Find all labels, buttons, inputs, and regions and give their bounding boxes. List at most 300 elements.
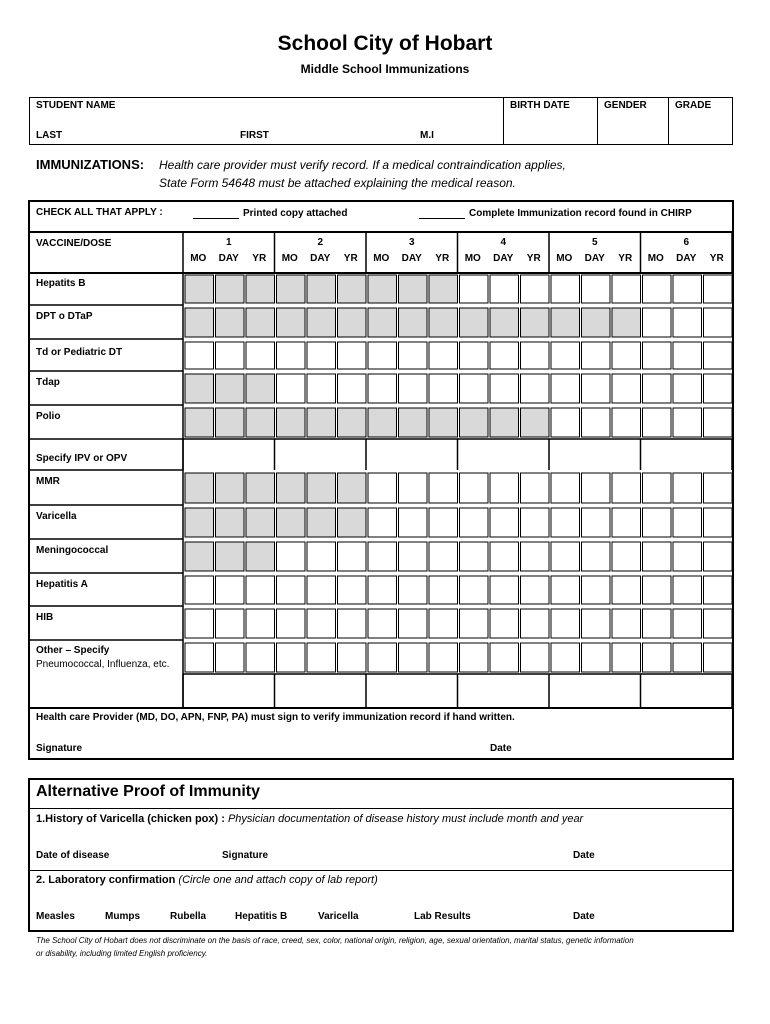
dose-cell[interactable] (277, 342, 306, 369)
dose-cell[interactable] (612, 677, 641, 705)
dose-cell[interactable] (307, 408, 336, 437)
dose-cell[interactable] (185, 442, 214, 468)
dose-cell[interactable] (643, 374, 672, 403)
dose-cell[interactable] (429, 609, 458, 638)
dose-cell[interactable] (399, 308, 428, 337)
dose-cell[interactable] (307, 609, 336, 638)
dose-cell[interactable] (338, 342, 367, 369)
dose-subheader-mo: MO (190, 253, 207, 264)
birth-date-field[interactable]: BIRTH DATE (510, 100, 570, 111)
dose-cell[interactable] (216, 677, 245, 705)
dose-cell[interactable] (643, 677, 672, 705)
dose-header-2: 2 (317, 237, 324, 248)
dose-subheader-yr: YR (709, 253, 724, 264)
dose-cell[interactable] (643, 308, 672, 337)
dose-cell[interactable] (673, 408, 702, 437)
dose-cell[interactable] (582, 542, 611, 571)
dose-subheader-mo: MO (281, 253, 298, 264)
vaccine-dose-header: VACCINE/DOSE (36, 238, 112, 249)
dose-cell[interactable] (582, 442, 611, 468)
dose-cell[interactable] (582, 275, 611, 303)
dose-cell[interactable] (277, 576, 306, 604)
dose-cell[interactable] (490, 308, 519, 337)
lab-option-varicella[interactable]: Varicella (318, 911, 359, 922)
dose-cell[interactable] (521, 609, 550, 638)
dose-cell[interactable] (551, 308, 580, 337)
dose-cell[interactable] (521, 542, 550, 571)
dose-cell[interactable] (490, 473, 519, 503)
dose-cell[interactable] (368, 374, 397, 403)
dose-cell[interactable] (368, 342, 397, 369)
dose-cell[interactable] (490, 643, 519, 672)
dose-cell[interactable] (185, 374, 214, 403)
dose-cell[interactable] (307, 473, 336, 503)
dose-cell[interactable] (185, 508, 214, 537)
dose-cell[interactable] (490, 275, 519, 303)
dose-cell[interactable] (429, 308, 458, 337)
dose-cell[interactable] (460, 408, 489, 437)
dose-cell[interactable] (704, 408, 733, 437)
dose-cell[interactable] (643, 408, 672, 437)
dose-cell[interactable] (704, 342, 733, 369)
dose-cell[interactable] (246, 308, 275, 337)
dose-cell[interactable] (246, 508, 275, 537)
dose-subheader-yr: YR (343, 253, 358, 264)
dose-cell[interactable] (216, 275, 245, 303)
dose-cell[interactable] (307, 374, 336, 403)
dose-cell[interactable] (612, 542, 641, 571)
dose-cell[interactable] (277, 542, 306, 571)
dose-cell[interactable] (460, 374, 489, 403)
dose-cell[interactable] (338, 473, 367, 503)
dose-cell[interactable] (307, 677, 336, 705)
dose-cell[interactable] (216, 308, 245, 337)
dose-cell[interactable] (490, 677, 519, 705)
dose-cell[interactable] (246, 342, 275, 369)
dose-cell[interactable] (673, 275, 702, 303)
dose-cell[interactable] (216, 342, 245, 369)
dose-header-4: 4 (500, 237, 507, 248)
lab-option-measles[interactable]: Measles (36, 911, 75, 922)
dose-cell[interactable] (307, 508, 336, 537)
dose-cell[interactable] (277, 442, 306, 468)
dose-cell[interactable] (490, 408, 519, 437)
dose-cell[interactable] (277, 473, 306, 503)
dose-cell[interactable] (460, 508, 489, 537)
dose-cell[interactable] (307, 308, 336, 337)
dose-cell[interactable] (704, 275, 733, 303)
dose-cell[interactable] (246, 275, 275, 303)
dose-cell[interactable] (551, 408, 580, 437)
dose-cell[interactable] (673, 308, 702, 337)
dose-cell[interactable] (490, 576, 519, 604)
dose-cell[interactable] (582, 677, 611, 705)
dose-cell[interactable] (704, 677, 733, 705)
vaccine-label-hepatitis-a: Hepatitis A (36, 579, 88, 590)
dose-cell[interactable] (307, 576, 336, 604)
dose-cell[interactable] (521, 408, 550, 437)
dose-cell[interactable] (490, 342, 519, 369)
dose-cell[interactable] (490, 374, 519, 403)
dose-cell[interactable] (338, 643, 367, 672)
dose-cell[interactable] (460, 342, 489, 369)
dose-cell[interactable] (429, 473, 458, 503)
dose-cell[interactable] (185, 609, 214, 638)
dose-cell[interactable] (643, 342, 672, 369)
dose-cell[interactable] (673, 542, 702, 571)
dose-cell[interactable] (673, 576, 702, 604)
dose-cell[interactable] (704, 374, 733, 403)
dose-cell[interactable] (673, 508, 702, 537)
vaccine-label-polio: Polio (36, 411, 61, 422)
dose-cell[interactable] (307, 342, 336, 369)
check-all-label: CHECK ALL THAT APPLY : (36, 207, 163, 218)
dose-cell[interactable] (612, 508, 641, 537)
dose-cell[interactable] (429, 275, 458, 303)
dose-cell[interactable] (307, 643, 336, 672)
dose-cell[interactable] (185, 643, 214, 672)
dose-cell[interactable] (277, 508, 306, 537)
dose-cell[interactable] (277, 643, 306, 672)
page-title: School City of Hobart (277, 32, 493, 55)
first-name-field[interactable]: FIRST (240, 130, 269, 141)
gender-field[interactable]: GENDER (604, 100, 647, 111)
dose-cell[interactable] (673, 442, 702, 468)
last-name-field[interactable]: LAST (36, 130, 63, 141)
dose-subheader-yr: YR (618, 253, 633, 264)
lab-confirmation-label: 2. Laboratory confirmation (Circle one and attach copy of lab report) (36, 874, 378, 886)
dose-cell[interactable] (399, 275, 428, 303)
dose-subheader-day: DAY (493, 253, 514, 264)
dose-cell[interactable] (429, 643, 458, 672)
dose-cell[interactable] (460, 542, 489, 571)
dose-cell[interactable] (338, 275, 367, 303)
dose-cell[interactable] (490, 609, 519, 638)
dose-cell[interactable] (643, 609, 672, 638)
dose-cell[interactable] (521, 643, 550, 672)
dose-cell[interactable] (582, 308, 611, 337)
vaccine-label-mmr: MMR (36, 476, 60, 487)
dose-cell[interactable] (185, 576, 214, 604)
dose-cell[interactable] (277, 677, 306, 705)
vaccine-label-meningococcal: Meningococcal (36, 545, 109, 556)
dose-cell[interactable] (582, 508, 611, 537)
dose-cell[interactable] (429, 576, 458, 604)
dose-cell[interactable] (704, 473, 733, 503)
dose-cell[interactable] (460, 576, 489, 604)
dose-subheader-day: DAY (218, 253, 239, 264)
dose-cell[interactable] (185, 275, 214, 303)
dose-cell[interactable] (307, 542, 336, 571)
dose-cell[interactable] (307, 275, 336, 303)
lab-option-lab-results[interactable]: Lab Results (414, 911, 471, 922)
dose-cell[interactable] (704, 609, 733, 638)
dose-cell[interactable] (399, 473, 428, 503)
dose-cell[interactable] (368, 442, 397, 468)
vaccine-label-td-or-pediatric-dt: Td or Pediatric DT (36, 347, 123, 358)
dose-cell[interactable] (673, 342, 702, 369)
dose-cell[interactable] (216, 609, 245, 638)
dose-cell[interactable] (704, 542, 733, 571)
dose-cell[interactable] (216, 408, 245, 437)
student-name-label: STUDENT NAME (36, 100, 116, 111)
middle-initial-field[interactable]: M.I (420, 130, 434, 141)
dose-cell[interactable] (460, 473, 489, 503)
lab-option-mumps[interactable]: Mumps (105, 911, 140, 922)
dose-cell[interactable] (582, 374, 611, 403)
dose-cell[interactable] (246, 374, 275, 403)
dose-cell[interactable] (185, 473, 214, 503)
other-vaccine-examples: Pneumococcal, Influenza, etc. (36, 659, 170, 670)
lab-option-hepatitis-b[interactable]: Hepatitis B (235, 911, 288, 922)
dose-cell[interactable] (612, 609, 641, 638)
dose-cell[interactable] (521, 308, 550, 337)
immunizations-heading: IMMUNIZATIONS: (36, 157, 145, 172)
dose-cell[interactable] (673, 643, 702, 672)
dose-cell[interactable] (460, 643, 489, 672)
vaccine-label-hib: HIB (36, 612, 54, 623)
page-subtitle: Middle School Immunizations (300, 62, 470, 76)
dose-cell[interactable] (399, 576, 428, 604)
dose-cell[interactable] (399, 508, 428, 537)
dose-cell[interactable] (551, 342, 580, 369)
dose-subheader-mo: MO (373, 253, 390, 264)
dose-cell[interactable] (399, 542, 428, 571)
dose-cell[interactable] (399, 442, 428, 468)
dose-subheader-yr: YR (526, 253, 541, 264)
dose-cell[interactable] (643, 473, 672, 503)
dose-cell[interactable] (551, 442, 580, 468)
varicella-date-field[interactable]: Date (573, 850, 595, 861)
vaccine-label-specify-ipv-or-opv: Specify IPV or OPV (36, 453, 128, 464)
dose-subheader-day: DAY (584, 253, 605, 264)
dose-cell[interactable] (216, 473, 245, 503)
dose-cell[interactable] (216, 576, 245, 604)
dose-cell[interactable] (521, 275, 550, 303)
dose-cell[interactable] (246, 473, 275, 503)
dose-cell[interactable] (429, 508, 458, 537)
dose-subheader-day: DAY (676, 253, 697, 264)
dose-cell[interactable] (338, 508, 367, 537)
dose-cell[interactable] (429, 342, 458, 369)
immunizations-note-line2: State Form 54648 must be attached explaining the medical reason. (159, 176, 516, 190)
dose-cell[interactable] (643, 275, 672, 303)
dose-cell[interactable] (368, 542, 397, 571)
grade-field[interactable]: GRADE (675, 100, 712, 111)
dose-cell[interactable] (490, 442, 519, 468)
dose-cell[interactable] (704, 643, 733, 672)
dose-cell[interactable] (368, 677, 397, 705)
dose-cell[interactable] (582, 643, 611, 672)
dose-cell[interactable] (460, 308, 489, 337)
dose-cell[interactable] (399, 374, 428, 403)
dose-cell[interactable] (521, 374, 550, 403)
dose-subheader-day: DAY (401, 253, 422, 264)
dose-cell[interactable] (338, 542, 367, 571)
dose-cell[interactable] (673, 374, 702, 403)
dose-cell[interactable] (521, 342, 550, 369)
vaccine-label-varicella: Varicella (36, 511, 77, 522)
immunizations-note-line1: Health care provider must verify record. If a medical contraindication applies, (159, 158, 566, 172)
dose-header-6: 6 (683, 237, 690, 248)
dose-cell[interactable] (551, 643, 580, 672)
dose-cell[interactable] (338, 609, 367, 638)
dose-cell[interactable] (612, 342, 641, 369)
dose-cell[interactable] (185, 408, 214, 437)
dose-cell[interactable] (185, 342, 214, 369)
nondiscrimination-line2: or disability, including limited English proficiency. (36, 949, 208, 958)
provider-signature-field[interactable]: Signature (36, 743, 83, 754)
dose-cell[interactable] (582, 473, 611, 503)
dose-cell[interactable] (277, 308, 306, 337)
dose-cell[interactable] (704, 442, 733, 468)
dose-cell[interactable] (368, 275, 397, 303)
dose-cell[interactable] (368, 643, 397, 672)
dose-cell[interactable] (216, 542, 245, 571)
dose-cell[interactable] (521, 677, 550, 705)
dose-cell[interactable] (551, 473, 580, 503)
dose-cell[interactable] (429, 408, 458, 437)
dose-cell[interactable] (612, 275, 641, 303)
dose-cell[interactable] (460, 677, 489, 705)
dose-cell[interactable] (399, 643, 428, 672)
dose-cell[interactable] (612, 308, 641, 337)
dose-cell[interactable] (582, 342, 611, 369)
dose-cell[interactable] (643, 542, 672, 571)
dose-cell[interactable] (277, 408, 306, 437)
dose-cell[interactable] (612, 374, 641, 403)
dose-cell[interactable] (399, 677, 428, 705)
dose-cell[interactable] (460, 442, 489, 468)
dose-cell[interactable] (551, 275, 580, 303)
dose-cell[interactable] (246, 542, 275, 571)
dose-cell[interactable] (582, 408, 611, 437)
vaccine-label-tdap: Tdap (36, 377, 60, 388)
dose-cell[interactable] (338, 408, 367, 437)
dose-cell[interactable] (277, 374, 306, 403)
dose-cell[interactable] (673, 609, 702, 638)
dose-cell[interactable] (246, 677, 275, 705)
dose-cell[interactable] (216, 374, 245, 403)
dose-cell[interactable] (490, 508, 519, 537)
dose-header-3: 3 (408, 237, 415, 248)
printed-copy-option[interactable]: Printed copy attached (193, 207, 347, 219)
lab-option-rubella[interactable]: Rubella (170, 911, 207, 922)
dose-cell[interactable] (521, 576, 550, 604)
dose-cell[interactable] (277, 609, 306, 638)
dose-cell[interactable] (399, 609, 428, 638)
chirp-record-option[interactable]: Complete Immunization record found in CHIRP (419, 207, 692, 219)
dose-cell[interactable] (704, 508, 733, 537)
dose-cell[interactable] (551, 542, 580, 571)
dose-cell[interactable] (643, 442, 672, 468)
dose-cell[interactable] (338, 677, 367, 705)
dose-cell[interactable] (338, 374, 367, 403)
dose-cell[interactable] (643, 508, 672, 537)
dose-cell[interactable] (521, 508, 550, 537)
dose-cell[interactable] (612, 643, 641, 672)
dose-cell[interactable] (582, 609, 611, 638)
dose-cell[interactable] (399, 342, 428, 369)
dose-subheader-yr: YR (435, 253, 450, 264)
dose-cell[interactable] (673, 677, 702, 705)
dose-subheader-mo: MO (556, 253, 573, 264)
nondiscrimination-line1: The School City of Hobart does not discriminate on the basis of race, creed, sex, color, national origin, religion, age, sexual orientation, marital status, genetic information (36, 936, 634, 945)
dose-cell[interactable] (551, 508, 580, 537)
dose-cell[interactable] (368, 408, 397, 437)
dose-cell[interactable] (521, 473, 550, 503)
dose-cell[interactable] (216, 508, 245, 537)
dose-cell[interactable] (429, 374, 458, 403)
dose-cell[interactable] (643, 576, 672, 604)
dose-cell[interactable] (521, 442, 550, 468)
dose-cell[interactable] (216, 643, 245, 672)
dose-cell[interactable] (368, 308, 397, 337)
dose-cell[interactable] (185, 308, 214, 337)
dose-cell[interactable] (673, 473, 702, 503)
dose-cell[interactable] (612, 473, 641, 503)
dose-cell[interactable] (246, 643, 275, 672)
dose-cell[interactable] (216, 442, 245, 468)
dose-cell[interactable] (643, 643, 672, 672)
dose-cell[interactable] (399, 408, 428, 437)
dose-cell[interactable] (246, 442, 275, 468)
dose-cell[interactable] (338, 442, 367, 468)
dose-cell[interactable] (185, 542, 214, 571)
dose-cell[interactable] (368, 473, 397, 503)
dose-cell[interactable] (246, 408, 275, 437)
dose-cell[interactable] (246, 609, 275, 638)
dose-cell[interactable] (338, 576, 367, 604)
dose-cell[interactable] (612, 408, 641, 437)
dose-cell[interactable] (612, 576, 641, 604)
dose-subheader-day: DAY (310, 253, 331, 264)
dose-cell[interactable] (429, 677, 458, 705)
varicella-history-label: 1.History of Varicella (chicken pox) : Physician documentation of disease history must include month and year (36, 813, 584, 825)
dose-cell[interactable] (490, 542, 519, 571)
dose-subheader-mo: MO (647, 253, 664, 264)
dose-cell[interactable] (704, 308, 733, 337)
provider-date-field[interactable]: Date (490, 743, 512, 754)
dose-cell[interactable] (551, 677, 580, 705)
dose-cell[interactable] (551, 576, 580, 604)
dose-cell[interactable] (460, 275, 489, 303)
dose-cell[interactable] (429, 442, 458, 468)
lab-date-field[interactable]: Date (573, 911, 595, 922)
dose-cell[interactable] (582, 576, 611, 604)
dose-cell[interactable] (368, 609, 397, 638)
vaccine-label-dpt-o-dtap: DPT o DTaP (36, 311, 93, 322)
dose-cell[interactable] (551, 374, 580, 403)
dose-cell[interactable] (551, 609, 580, 638)
dose-cell[interactable] (277, 275, 306, 303)
dose-cell[interactable] (368, 576, 397, 604)
dose-cell[interactable] (612, 442, 641, 468)
dose-cell[interactable] (429, 542, 458, 571)
varicella-signature-field[interactable]: Signature (222, 850, 269, 861)
alternative-proof-section (28, 778, 734, 932)
other-vaccine-label: Other – Specify (36, 645, 110, 656)
dose-cell[interactable] (368, 508, 397, 537)
dose-subheader-yr: YR (252, 253, 267, 264)
dose-cell[interactable] (185, 677, 214, 705)
dose-cell[interactable] (338, 308, 367, 337)
dose-cell[interactable] (460, 609, 489, 638)
dose-cell[interactable] (246, 576, 275, 604)
dose-cell[interactable] (307, 442, 336, 468)
date-of-disease-field[interactable]: Date of disease (36, 850, 110, 861)
dose-cell[interactable] (704, 576, 733, 604)
